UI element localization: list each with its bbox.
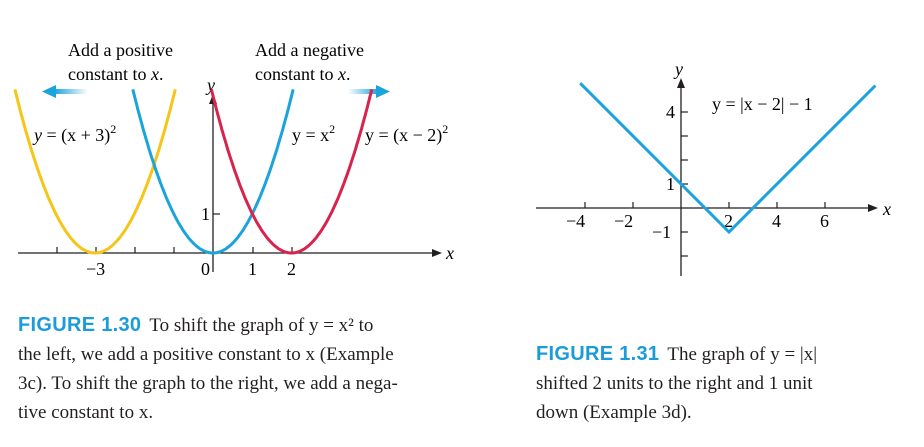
x-axis-2-label: x [883,199,891,219]
caption-1-30-line1: To shift the graph of y = x² to [149,315,374,336]
x2-tick-neg4: −4 [566,211,586,231]
x-axis-arrow-icon [432,249,442,257]
y2-tick-neg1: −1 [652,222,672,242]
figure-label-1-31: FIGURE 1.31 [536,343,660,365]
curve-y-x-plus-3-squared [15,89,175,253]
tick-label-neg3: −3 [86,259,106,279]
caption-1-31-line1: The graph of y = |x| [667,344,818,365]
tick-label-1: 1 [248,259,257,279]
caption-1-31-line3: down (Example 3d). [536,402,692,423]
caption-1-30-line2: the left, we add a positive constant to x (Example [18,344,394,365]
tick-label-y1: 1 [201,204,210,224]
curve-label-middle: $y = x^2$ [292,122,336,145]
x2-tick-6: 6 [820,211,829,231]
annotation-right-line2: constant to x. [255,64,351,84]
x-axis-label: x [446,243,454,263]
curve-label-left: $y = (x + 3)^2$ [34,122,117,145]
curve-label-right: $y = (x - 2)^2$ [365,122,449,145]
caption-1-31-line2: shifted 2 units to the right and 1 unit [536,373,813,394]
x2-tick-neg2: −2 [614,211,634,231]
y2-tick-1: 1 [666,174,675,194]
curve-label-abs: y = |x − 2| − 1 [712,94,813,114]
y2-tick-4: 4 [666,102,675,122]
caption-figure-1-30 [18,311,468,427]
x-axis-2-arrow-icon [868,204,878,212]
figure-1-30 [15,40,454,279]
caption-figure-1-31 [536,340,916,427]
figure-1-31 [536,59,891,276]
curve-y-x-minus-2-squared [211,89,371,253]
figure-label-1-30: FIGURE 1.30 [18,314,142,336]
annotation-left-line1: Add a positive [68,40,173,60]
y-axis-label: y [207,75,215,95]
y-axis-2-label: y [675,59,683,79]
caption-1-30-line4: tive constant to x. [18,402,154,423]
caption-1-30-line3: 3c). To shift the graph to the right, we add a nega- [18,373,398,394]
x2-tick-4: 4 [772,211,781,231]
x2-tick-2: 2 [724,211,733,231]
shift-left-arrow-icon [42,85,88,98]
annotation-right-line1: Add a negative [255,40,364,60]
tick-label-0: 0 [201,259,210,279]
tick-label-2: 2 [287,259,296,279]
y-axis-2-arrow-icon [677,78,685,88]
annotation-left-line2: constant to x. [68,64,164,84]
